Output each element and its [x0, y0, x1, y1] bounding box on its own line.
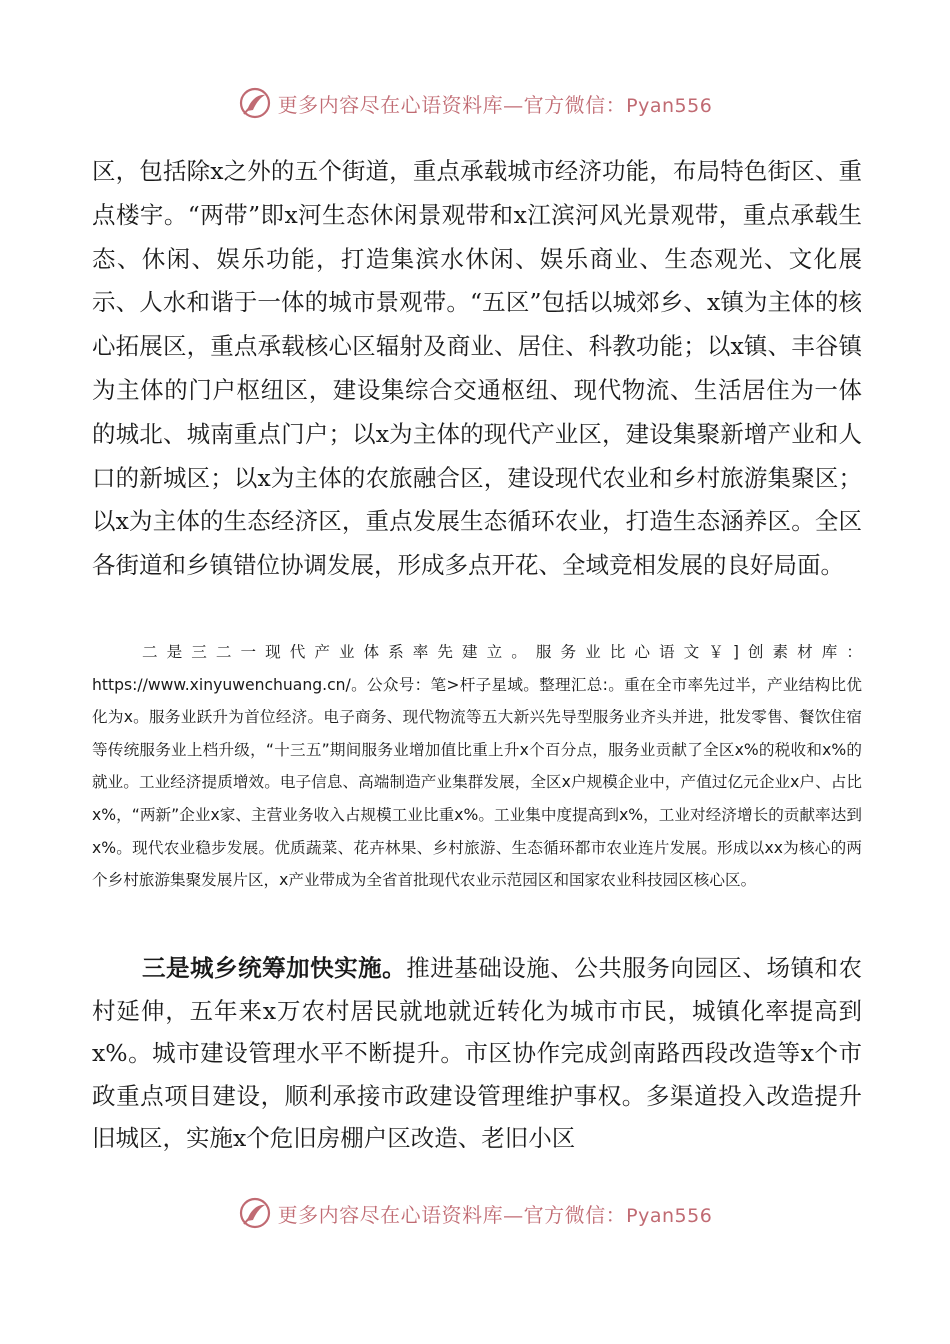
feather-swirl-logo-icon: [238, 1196, 272, 1230]
paragraph-urban-rural: [92, 947, 862, 1160]
paragraph-industry-system: 二是三二一现代产业体系率先建立。服务业比心语文￥]创素材库：https://www.xinyuwenchuang.cn/。公众号：笔>杆子星域。整理汇总:。重在全市率先过半，产业结构比优化为x。服务业跃升为首位经济。电子商务、现代物流等五大新兴先导型服务业齐头并进，批发零售、餐饮住宿等传统服务业上档升级，“十三五”期间服务业增加值比重上升x个百分点，服务业贡献了全区x%的税收和x%的就业。工业经济提质增效。电子信息、高端制造产业集群发展，全区x户规模企业中，产值过亿元企业x户、占比x%，“两新”企业x家、主营业务收入占规模工业比重x%。工业集中度提高到x%，工业对经济增长的贡献率达到x%。现代农业稳步发展。优质蔬菜、花卉林果、乡村旅游、生态循环都市农业连片发展。形成以xx为核心的两个乡村旅游集聚发展片区，x产业带成为全省首批现代农业示范园区和国家农业科技园区核心区。: [92, 643, 862, 890]
footer-banner: [0, 1193, 950, 1233]
paragraph-lead: 三是城乡统筹加快实施。: [142, 954, 407, 982]
paragraph-body: 推进基础设施、公共服务向园区、场镇和农村延伸，五年来x万农村居民就地就近转化为城市市民，城镇化率提高到x%。城市建设管理水平不断提升。市区协作完成剑南路西段改造等x个市政重点项目建设，顺利承接市政建设管理维护事权。多渠道投入改造提升旧城区，实施x个危旧房棚户区改造、老旧小区: [92, 954, 863, 1152]
feather-swirl-logo-icon: [238, 86, 272, 120]
paragraph-urban-layout: 区，包括除x之外的五个街道，重点承载城市经济功能，布局特色街区、重点楼宇。“两带”即x河生态休闲景观带和x江滨河风光景观带，重点承载生态、休闲、娱乐功能，打造集滨水休闲、娱乐商业、生态观光、文化展示、人水和谐于一体的城市景观带。“五区”包括以城郊乡、x镇为主体的核心拓展区，重点承载核心区辐射及商业、居住、科教功能；以x镇、丰谷镇为主体的门户枢纽区，建设集综合交通枢纽、现代物流、生活居住为一体的城北、城南重点门户；以x为主体的现代产业区，建设集聚新增产业和人口的新城区；以x为主体的农旅融合区，建设现代农业和乡村旅游集聚区；以x为主体的生态经济区，重点发展生态循环农业，打造生态涵养区。全区各街道和乡镇错位协调发展，形成多点开花、全域竞相发展的良好局面。: [92, 157, 862, 580]
banner-text: 更多内容尽在心语资料库—官方微信：Pyan556: [277, 92, 713, 117]
banner-text: 更多内容尽在心语资料库—官方微信：Pyan556: [277, 1202, 713, 1227]
header-banner: [0, 83, 950, 123]
